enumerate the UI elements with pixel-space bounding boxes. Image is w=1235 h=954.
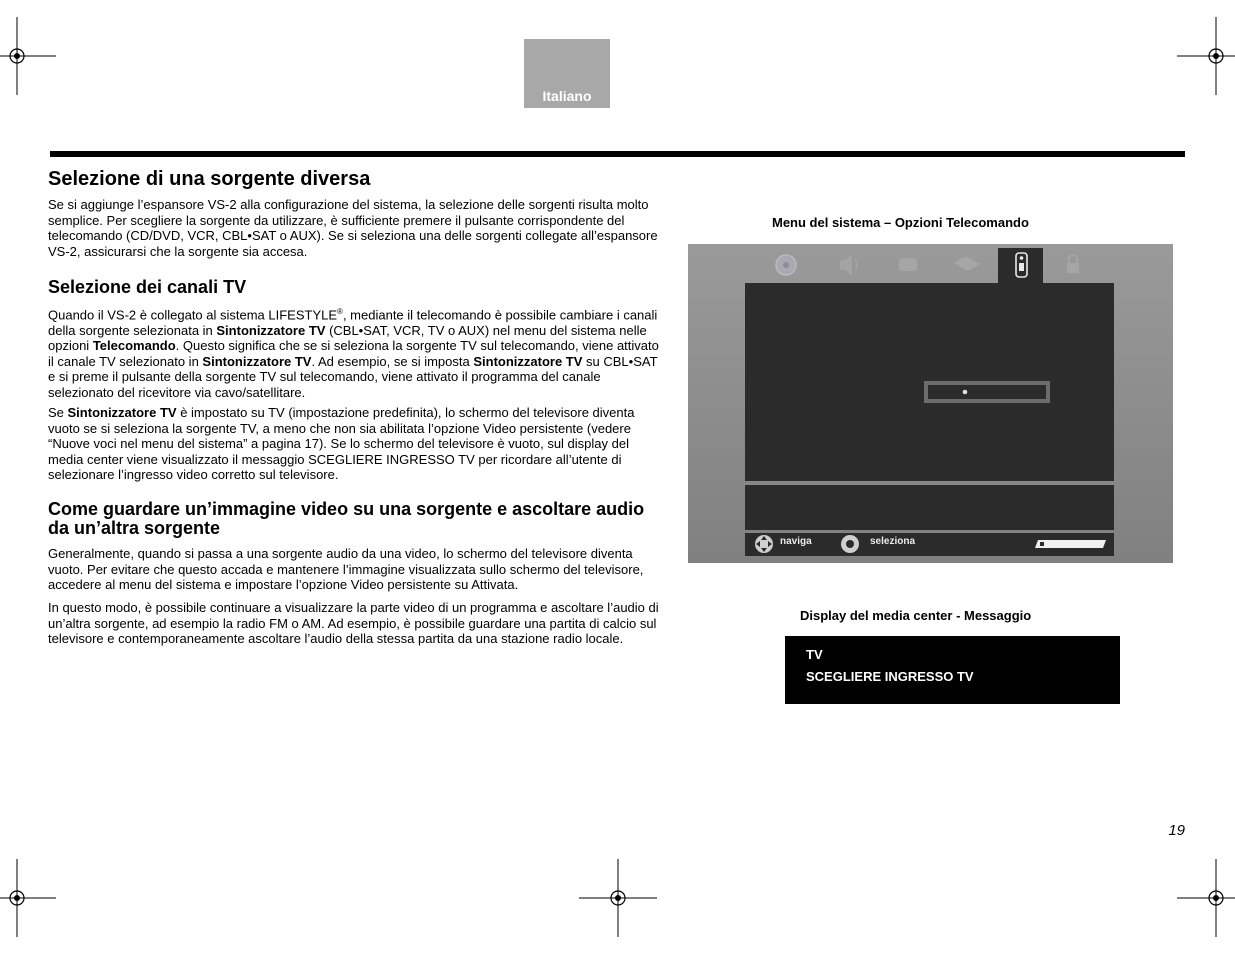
navigate-label: naviga xyxy=(780,536,812,547)
media-center-display xyxy=(785,636,1120,704)
header-rule xyxy=(50,151,1185,157)
registration-mark xyxy=(0,859,56,937)
select-label: seleziona xyxy=(870,536,916,547)
bose-logo xyxy=(1035,540,1106,548)
language-tab xyxy=(524,39,610,108)
navigate-icon xyxy=(755,535,773,553)
registration-mark xyxy=(1177,859,1235,937)
subsection-paragraph: In questo modo, è possibile continuare a visualizzare la parte video di un programma e ascoltare l’audio di un’altra sorgente, ad esempio la radio FM o AM. Ad esempio, è possibile guardare una partita di calcio sul televisore e contemporaneamente ascoltare l’audio della stessa partita da una stazione radio locale. xyxy=(48,600,659,646)
display-icon xyxy=(899,258,917,271)
section-title: Selezione di una sorgente diversa xyxy=(48,168,371,190)
registration-mark xyxy=(1177,17,1235,95)
language-label: Italiano xyxy=(542,88,592,104)
system-menu-screenshot xyxy=(688,244,1173,563)
figure-caption: Menu del sistema – Opzioni Telecomando xyxy=(772,215,1029,230)
display-line-1: TV xyxy=(806,647,823,662)
display-line-2: SCEGLIERE INGRESSO TV xyxy=(806,669,974,684)
page-number: 19 xyxy=(1168,822,1185,839)
subsection-paragraph: Se Sintonizzatore TV è impostato su TV (impostazione predefinita), lo schermo del televisore diventa vuoto se si seleziona la sorgente TV, a meno che non sia abilitata l’opzione Video persistente (vedere “Nuove voci nel menu del sistema” a pagina 17). Se lo schermo del televisore è vuoto, sul display del media center viene visualizzato il messaggio SCEGLIERE INGRESSO TV per ricordare all’utente di selezionare l’ingresso video corretto sul televisore. xyxy=(48,405,635,482)
subsection-title: Come guardare un’immagine video su una sorgente e ascoltare audio da un’altra sorgente xyxy=(48,499,645,538)
subsection-paragraph: Quando il VS-2 è collegato al sistema LIFESTYLE®, mediante il telecomando è possibile cambiare i canali della sorgente selezionata in Sintonizzatore TV (CBL•SAT, VCR, TV o AUX) nel menu del sistema nelle opzioni Telecomando. Questo significa che se si seleziona la sorgente TV sul telecomando, viene attivato il canale TV selezionato in Sintonizzatore TV. Ad esempio, se si imposta Sintonizzatore TV su CBL•SAT e si preme il pulsante della sorgente TV sul telecomando, viene attivato il programma del canale selezionato del ricevitore via cavo/satellitare. xyxy=(48,307,659,400)
registration-mark xyxy=(0,17,56,95)
subsection-title: Selezione dei canali TV xyxy=(48,277,247,297)
figure-caption: Display del media center - Messaggio xyxy=(800,608,1032,623)
section-body: Se si aggiunge l’espansore VS-2 alla configurazione del sistema, la selezione delle sorgenti risulta molto semplice. Per scegliere la sorgente da utilizzare, è sufficiente premere il pulsante corrispondente del telecomando (CD/DVD, VCR, CBL•SAT o AUX). Se si seleziona una delle sorgenti collegate all’espansore VS-2, assicurarsi che la sorgente sia accesa. xyxy=(48,197,658,259)
disc-icon xyxy=(776,255,796,275)
select-icon xyxy=(841,535,859,553)
subsection-paragraph: Generalmente, quando si passa a una sorgente audio da una video, lo schermo del televisore diventa vuoto. Per evitare che questo accada e mantenere l’immagine visualizzata sullo schermo del televisore, accedere al menu del sistema e impostare l’opzione Video persistente su Attivata. xyxy=(48,546,644,592)
registration-mark xyxy=(579,859,657,937)
